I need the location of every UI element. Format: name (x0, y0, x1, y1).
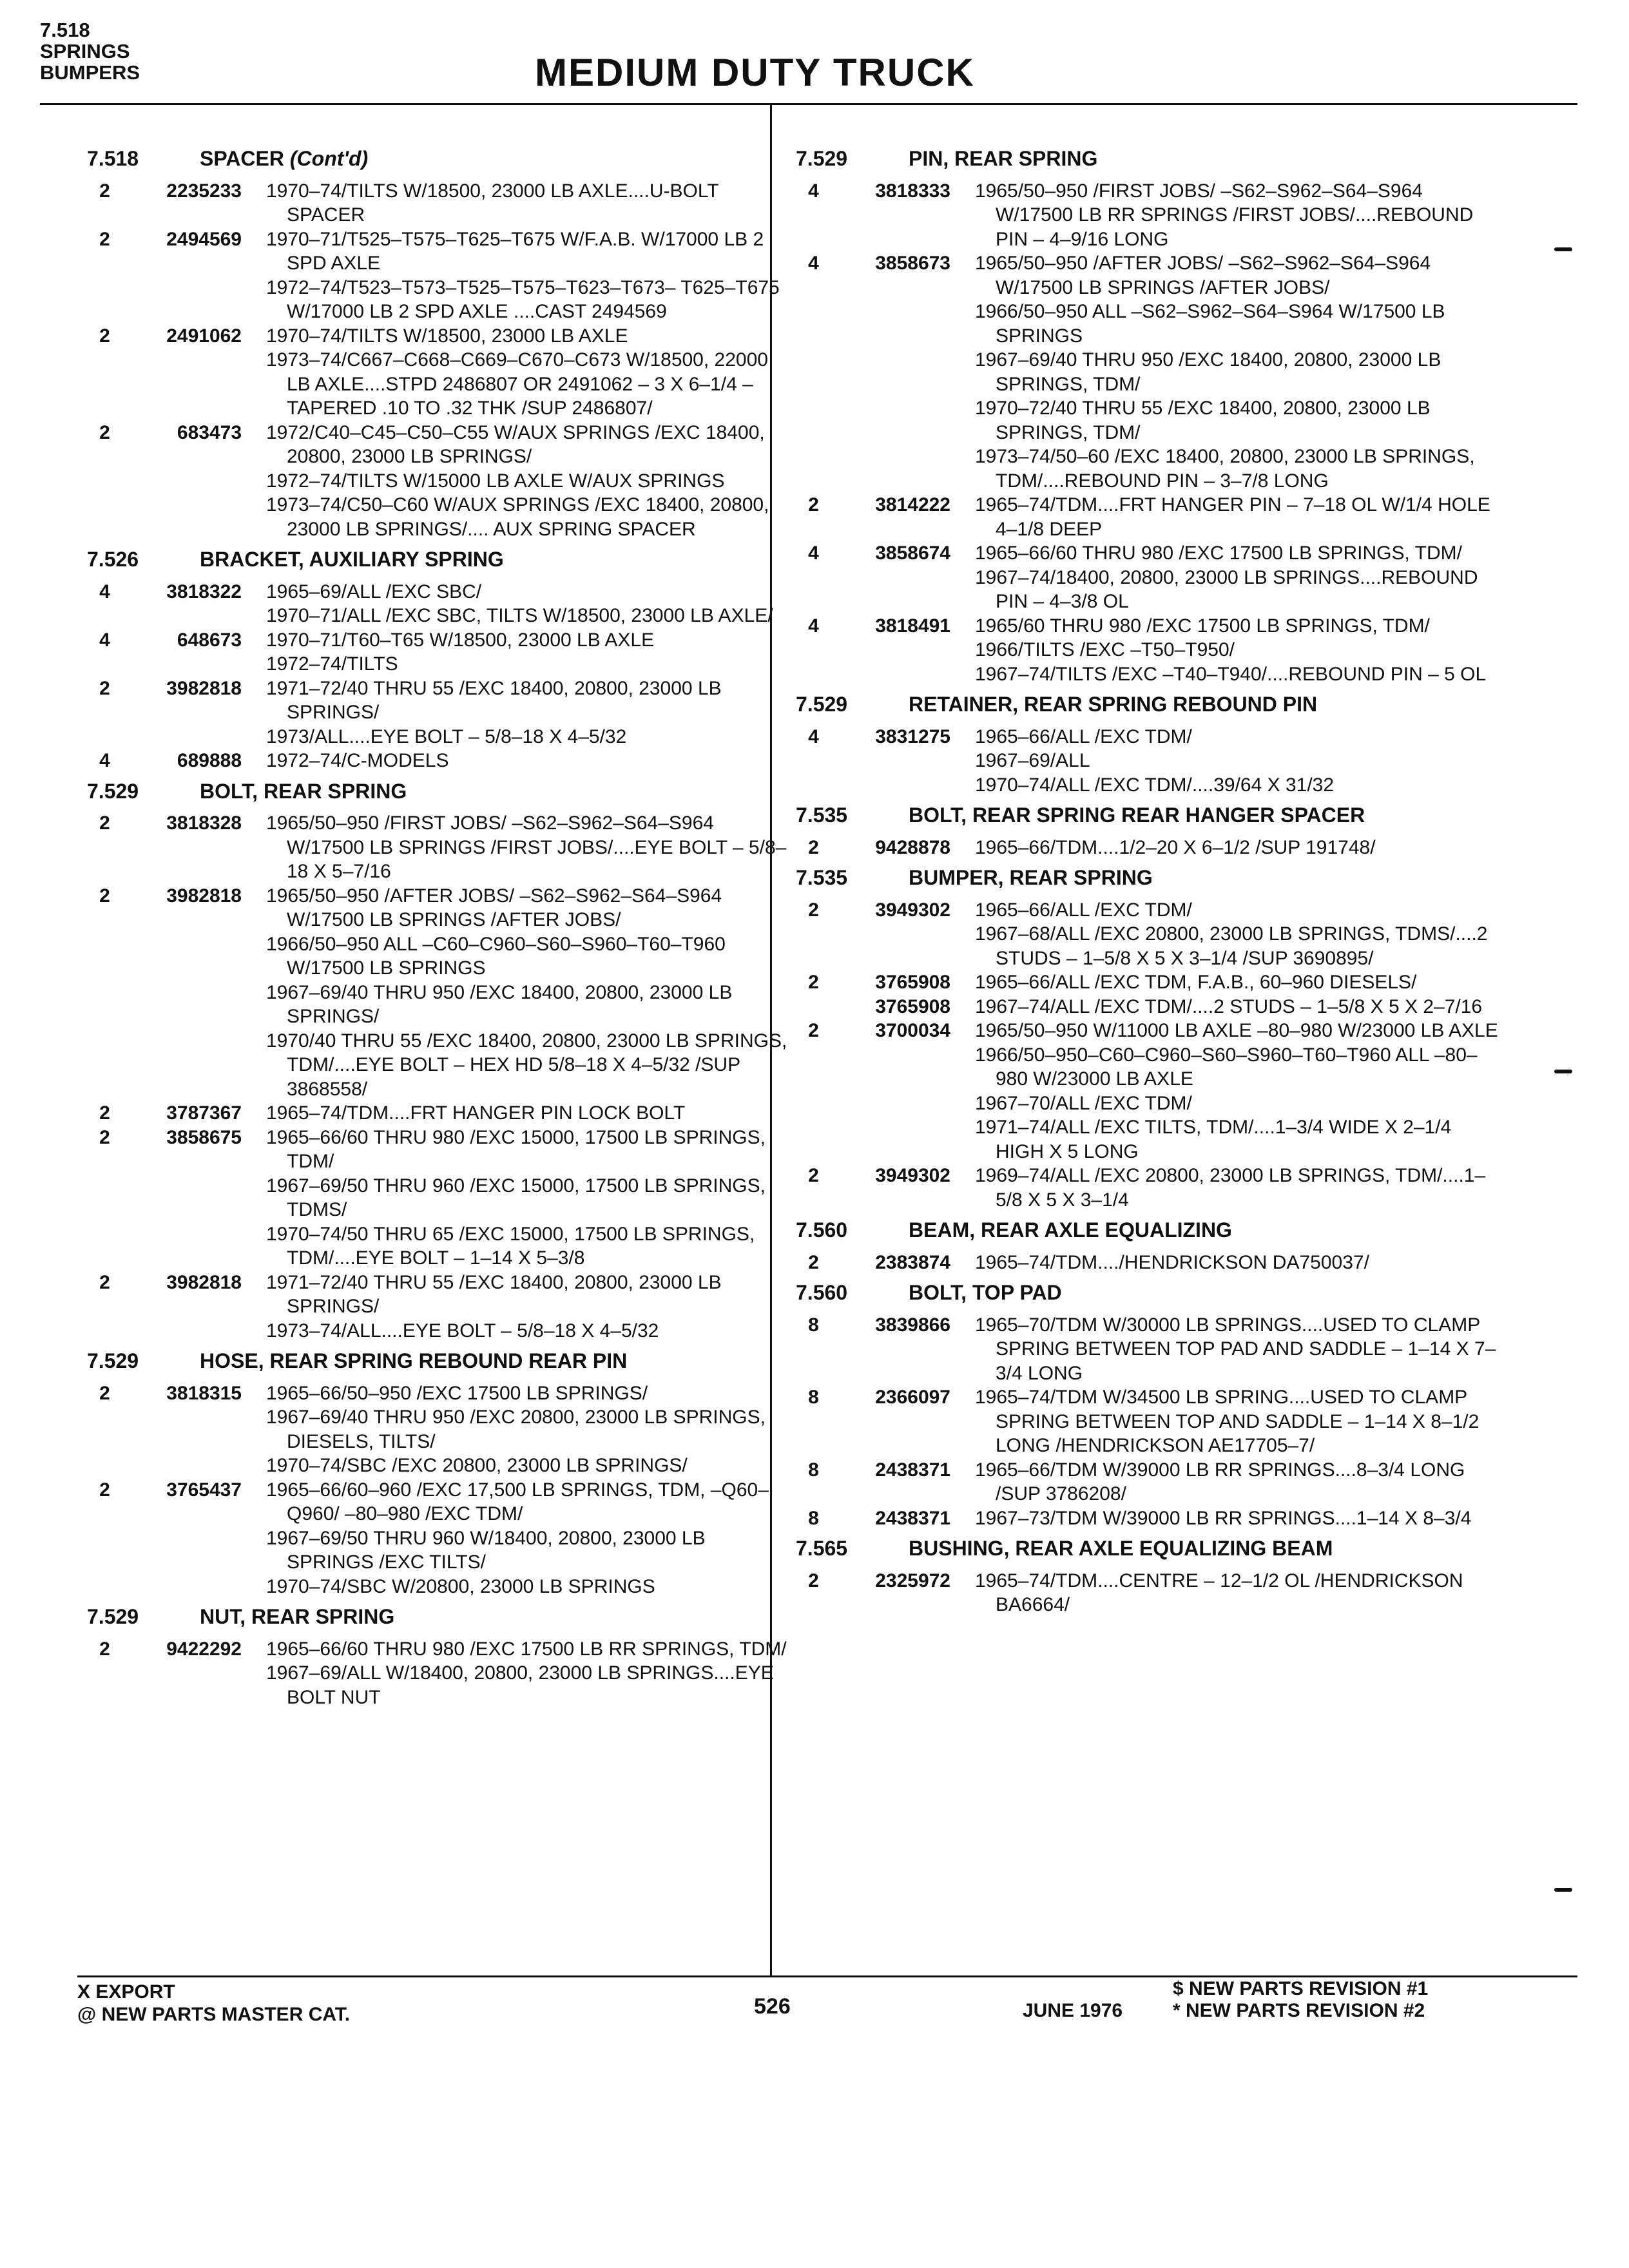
part-description: 1973–74/C667–C668–C669–C670–C673 W/18500, 22000 LB AXLE....STPD 2486807 OR 2491062 – 3 X 6–1/4 – TAPERED .10 TO .32 THK /SUP 2486807/ (266, 349, 768, 419)
part-descriptions (975, 1458, 1498, 1506)
section-title-text: BOLT, TOP PAD (909, 1281, 1062, 1304)
part-description: 1967–69/50 THRU 960 W/18400, 20800, 23000 LB SPRINGS /EXC TILTS/ (266, 1527, 706, 1573)
part-number: 3765908 (875, 995, 950, 1017)
part-number: 3814222 (875, 494, 950, 515)
part-quantity: 4 (808, 543, 819, 564)
part-description: 1967–68/ALL /EXC 20800, 23000 LB SPRINGS, TDMS/....2 STUDS – 1–5/8 X 5 X 3–1/4 /SUP 3690895/ (975, 923, 1488, 969)
part-quantity: 2 (808, 972, 819, 993)
section-heading (87, 1349, 789, 1374)
part-number: 648673 (177, 629, 242, 651)
section-heading (87, 147, 789, 171)
part-entry (796, 1251, 1498, 1275)
part-entry (796, 1506, 1498, 1531)
part-description: 1970/40 THRU 55 /EXC 18400, 20800, 23000 LB SPRINGS, TDM/....EYE BOLT – HEX HD 5/8–18 X 4–5/32 /SUP 3868558/ (266, 1030, 787, 1100)
part-descriptions (266, 179, 789, 227)
part-quantity: 4 (99, 581, 110, 602)
part-description: 1972–74/T523–T573–T525–T575–T623–T673– T625–T675 W/17000 LB 2 SPD AXLE ....CAST 2494569 (266, 276, 780, 322)
part-number: 3818491 (875, 615, 950, 637)
part-description: 1965–66/50–950 /EXC 17500 LB SPRINGS/ (266, 1382, 648, 1404)
section-heading (796, 1281, 1498, 1305)
part-description: 1965/50–950 /AFTER JOBS/ –S62–S962–S64–S964 W/17500 LB SPRINGS /AFTER JOBS/ (266, 885, 722, 930)
part-description: 1970–74/SBC /EXC 20800, 23000 LB SPRINGS/ (266, 1455, 688, 1476)
section-title (200, 780, 407, 803)
section-number: 7.518 (87, 147, 139, 170)
part-entry (87, 179, 789, 227)
part-entry (87, 811, 789, 884)
part-description: 1965–74/TDM..../HENDRICKSON DA750037/ (975, 1251, 1369, 1273)
header-section-code: 7.518 (40, 19, 90, 41)
section-title-text: BUMPER, REAR SPRING (909, 866, 1153, 889)
part-number: 689888 (177, 750, 242, 771)
part-quantity: 4 (99, 750, 110, 771)
section-title-text: SPACER (200, 147, 284, 170)
part-quantity: 4 (99, 629, 110, 651)
part-descriptions (975, 1164, 1498, 1212)
section-heading (796, 866, 1498, 890)
part-descriptions (266, 1381, 789, 1478)
part-description: 1970–74/TILTS W/18500, 23000 LB AXLE (266, 325, 628, 347)
part-quantity: 2 (99, 1271, 110, 1293)
part-description: 1965–66/TDM W/39000 LB RR SPRINGS....8–3/4 LONG /SUP 3786208/ (975, 1459, 1465, 1504)
part-description: 1970–74/TILTS W/18500, 23000 LB AXLE....U-BOLT SPACER (266, 180, 719, 226)
part-description: 1973–74/50–60 /EXC 18400, 20800, 23000 LB SPRINGS, TDM/....REBOUND PIN – 3–7/8 LONG (975, 446, 1475, 492)
part-quantity: 8 (808, 1507, 819, 1529)
section-number: 7.565 (796, 1537, 848, 1560)
section-title-text: BOLT, REAR SPRING (200, 779, 407, 803)
section-number: 7.526 (87, 548, 139, 571)
section-heading (87, 780, 789, 804)
part-description: 1966/TILTS /EXC –T50–T950/ (975, 639, 1235, 660)
margin-mark (1554, 1888, 1572, 1892)
part-descriptions (975, 1251, 1498, 1275)
part-number: 3818328 (166, 812, 242, 834)
part-descriptions (975, 1313, 1498, 1386)
section-number: 7.535 (796, 803, 848, 827)
part-descriptions (975, 995, 1498, 1019)
part-entry (796, 970, 1498, 995)
part-number: 3818322 (166, 581, 242, 602)
part-number: 3949302 (875, 1165, 950, 1186)
part-description: 1973/ALL....EYE BOLT – 5/8–18 X 4–5/32 (266, 726, 627, 747)
part-entry (796, 836, 1498, 860)
part-description: 1970–71/ALL /EXC SBC, TILTS W/18500, 23000 LB AXLE/ (266, 605, 773, 626)
footer-date: JUNE 1976 (1023, 2000, 1123, 2021)
part-description: 1966/50–950 ALL –C60–C960–S60–S960–T60–T960 W/17500 LB SPRINGS (266, 933, 726, 979)
section-title (909, 1537, 1333, 1560)
section-heading (796, 1218, 1498, 1243)
part-entry (796, 1385, 1498, 1458)
part-description: 1967–70/ALL /EXC TDM/ (975, 1092, 1192, 1114)
part-descriptions (266, 1126, 789, 1271)
part-quantity: 2 (99, 1126, 110, 1148)
part-number: 2491062 (166, 325, 242, 347)
part-quantity: 2 (99, 1102, 110, 1124)
section-title (909, 1281, 1062, 1304)
part-entry (796, 614, 1498, 687)
footer-export-note: X EXPORT (77, 1981, 175, 2003)
part-description: 1973–74/C50–C60 W/AUX SPRINGS /EXC 18400, 20800, 23000 LB SPRINGS/.... AUX SPRING SPACER (266, 494, 769, 540)
part-number: 2438371 (875, 1507, 950, 1529)
section-heading (796, 147, 1498, 171)
part-entry (87, 628, 789, 677)
part-descriptions (975, 1506, 1498, 1531)
part-number: 9428878 (875, 836, 950, 858)
part-descriptions (975, 179, 1498, 252)
section-heading (796, 803, 1498, 828)
part-quantity: 2 (99, 325, 110, 347)
part-description: 1965–66/ALL /EXC TDM, F.A.B., 60–960 DIESELS/ (975, 972, 1417, 993)
part-number: 9422292 (166, 1638, 242, 1660)
part-description: 1965/50–950 /AFTER JOBS/ –S62–S962–S64–S964 W/17500 LB SPRINGS /AFTER JOBS/ (975, 253, 1431, 298)
part-entry (796, 179, 1498, 252)
section-title-text: BOLT, REAR SPRING REAR HANGER SPACER (909, 803, 1365, 827)
part-description: 1967–69/40 THRU 950 /EXC 18400, 20800, 23000 LB SPRINGS, TDM/ (975, 349, 1441, 395)
part-quantity: 2 (808, 1251, 819, 1273)
part-descriptions (266, 227, 789, 324)
right-column (796, 147, 1498, 1617)
part-entry (796, 1569, 1498, 1617)
part-description: 1965/50–950 /FIRST JOBS/ –S62–S962–S64–S964 W/17500 LB SPRINGS /FIRST JOBS/....EYE BOLT – 5/8–18 X 5–7/16 (266, 812, 787, 882)
section-title (909, 803, 1365, 827)
part-description: 1967–74/ALL /EXC TDM/....2 STUDS – 1–5/8 X 5 X 2–7/16 (975, 995, 1483, 1017)
part-entry (87, 1101, 789, 1126)
part-description: 1965–66/60 THRU 980 /EXC 15000, 17500 LB SPRINGS, TDM/ (266, 1126, 766, 1172)
section-title (909, 1218, 1232, 1242)
part-quantity: 2 (99, 1479, 110, 1501)
part-description: 1965–74/TDM....FRT HANGER PIN LOCK BOLT (266, 1102, 686, 1124)
part-number: 2494569 (166, 228, 242, 250)
header-section-block (40, 19, 140, 83)
part-description: 1971–72/40 THRU 55 /EXC 18400, 20800, 23000 LB SPRINGS/ (266, 1271, 722, 1317)
part-descriptions (266, 1478, 789, 1599)
part-number: 2235233 (166, 180, 242, 202)
part-descriptions (266, 884, 789, 1102)
section-title (909, 866, 1153, 889)
part-description: 1967–69/ALL (975, 750, 1090, 771)
part-number: 3765437 (166, 1479, 242, 1501)
part-number: 2438371 (875, 1459, 950, 1481)
part-number: 3858673 (875, 253, 950, 274)
footer-revision-2: * NEW PARTS REVISION #2 (1173, 2000, 1425, 2021)
part-number: 3982818 (166, 885, 242, 907)
footer-revision-1: $ NEW PARTS REVISION #1 (1173, 1978, 1429, 1999)
header-line-springs: SPRINGS (40, 40, 130, 62)
part-descriptions (266, 811, 789, 884)
section-heading (87, 1605, 789, 1629)
section-number: 7.560 (796, 1218, 848, 1242)
part-entry (796, 1019, 1498, 1164)
part-number: 3818315 (166, 1382, 242, 1404)
left-column (87, 147, 789, 1709)
part-descriptions (975, 970, 1498, 995)
part-entry (87, 1271, 789, 1343)
part-entry (796, 251, 1498, 493)
part-descriptions (975, 251, 1498, 493)
part-description: 1965–74/TDM....CENTRE – 12–1/2 OL /HENDRICKSON BA6664/ (975, 1570, 1463, 1615)
part-descriptions (266, 421, 789, 542)
part-description: 1966/50–950–C60–C960–S60–S960–T60–T960 ALL –80–980 W/23000 LB AXLE (975, 1044, 1478, 1090)
part-quantity: 4 (808, 615, 819, 637)
section-heading (87, 548, 789, 572)
part-entry (796, 898, 1498, 971)
part-description: 1971–72/40 THRU 55 /EXC 18400, 20800, 23000 LB SPRINGS/ (266, 677, 722, 723)
part-descriptions (266, 1271, 789, 1343)
part-number: 3982818 (166, 1271, 242, 1293)
part-description: 1967–74/TILTS /EXC –T40–T940/....REBOUND PIN – 5 OL (975, 663, 1487, 685)
part-number: 3818333 (875, 180, 950, 202)
part-description: 1969–74/ALL /EXC 20800, 23000 LB SPRINGS, TDM/....1–5/8 X 5 X 3–1/4 (975, 1165, 1486, 1211)
part-description: 1967–69/40 THRU 950 /EXC 20800, 23000 LB SPRINGS, DIESELS, TILTS/ (266, 1407, 766, 1452)
part-quantity: 2 (99, 180, 110, 202)
section-number: 7.529 (87, 1605, 139, 1628)
page-title: MEDIUM DUTY TRUCK (535, 51, 975, 94)
part-entry (87, 1381, 789, 1478)
part-quantity: 2 (808, 899, 819, 921)
part-description: 1970–71/T525–T575–T625–T675 W/F.A.B. W/17000 LB 2 SPD AXLE (266, 228, 764, 274)
part-quantity: 2 (99, 885, 110, 907)
header-divider (40, 103, 1577, 105)
section-number: 7.529 (87, 779, 139, 803)
section-title-text: BRACKET, AUXILIARY SPRING (200, 548, 504, 571)
part-quantity: 4 (808, 180, 819, 202)
part-number: 3831275 (875, 726, 950, 747)
part-descriptions (266, 324, 789, 421)
part-quantity: 2 (99, 812, 110, 834)
part-entry (796, 1164, 1498, 1212)
part-number: 3787367 (166, 1102, 242, 1124)
part-entry (796, 493, 1498, 541)
section-number: 7.560 (796, 1281, 848, 1304)
section-title-suffix: (Cont'd) (289, 147, 369, 170)
part-descriptions (975, 493, 1498, 541)
part-description: 1972–74/C-MODELS (266, 750, 449, 771)
part-description: 1973–74/ALL....EYE BOLT – 5/8–18 X 4–5/32 (266, 1320, 659, 1341)
section-number: 7.529 (87, 1349, 139, 1372)
part-description: 1970–71/T60–T65 W/18500, 23000 LB AXLE (266, 629, 655, 651)
part-quantity: 2 (99, 1382, 110, 1404)
part-number: 3982818 (166, 677, 242, 699)
part-description: 1965/50–950 W/11000 LB AXLE –80–980 W/23000 LB AXLE (975, 1020, 1498, 1041)
part-quantity: 8 (808, 1459, 819, 1481)
part-descriptions (266, 1101, 789, 1126)
section-heading (796, 1537, 1498, 1561)
part-quantity: 2 (808, 494, 819, 515)
part-description: 1972/C40–C45–C50–C55 W/AUX SPRINGS /EXC 18400, 20800, 23000 LB SPRINGS/ (266, 421, 765, 467)
part-entry (87, 580, 789, 628)
section-title-text: BUSHING, REAR AXLE EQUALIZING BEAM (909, 1537, 1333, 1560)
part-entry (87, 884, 789, 1102)
part-description: 1972–74/TILTS W/15000 LB AXLE W/AUX SPRINGS (266, 470, 725, 492)
section-title (200, 1349, 627, 1372)
part-number: 2325972 (875, 1570, 950, 1591)
part-entry (796, 1458, 1498, 1506)
footer-master-note: @ NEW PARTS MASTER CAT. (77, 2004, 351, 2025)
part-quantity: 8 (808, 1387, 819, 1408)
part-description: 1965–66/ALL /EXC TDM/ (975, 899, 1192, 921)
part-entry (796, 1313, 1498, 1386)
part-description: 1965–66/60 THRU 980 /EXC 17500 LB RR SPRINGS, TDM/ (266, 1638, 787, 1660)
part-description: 1965–74/TDM W/34500 LB SPRING....USED TO CLAMP SPRING BETWEEN TOP AND SADDLE – 1–14 X 8–1/2 LONG /HENDRICKSON AE17705–7/ (975, 1387, 1480, 1456)
part-description: 1972–74/TILTS (266, 653, 398, 675)
part-number: 2383874 (875, 1251, 950, 1273)
part-description: 1967–74/18400, 20800, 23000 LB SPRINGS....REBOUND PIN – 4–3/8 OL (975, 566, 1478, 612)
part-description: 1967–69/ALL W/18400, 20800, 23000 LB SPRINGS....EYE BOLT NUT (266, 1662, 774, 1708)
part-entry (87, 1637, 789, 1710)
part-number: 2366097 (875, 1387, 950, 1408)
part-entry (87, 421, 789, 542)
part-descriptions (266, 749, 789, 773)
footer-divider (77, 1975, 1577, 1977)
part-entry (87, 324, 789, 421)
part-descriptions (266, 628, 789, 677)
part-description: 1965–69/ALL /EXC SBC/ (266, 581, 482, 602)
section-title (909, 693, 1317, 716)
part-descriptions (266, 580, 789, 628)
page-number: 526 (754, 1994, 791, 2019)
part-entry (796, 541, 1498, 614)
part-entry (87, 677, 789, 749)
part-description: 1965–70/TDM W/30000 LB SPRINGS....USED TO CLAMP SPRING BETWEEN TOP PAD AND SADDLE – 1–14 X 7–3/4 LONG (975, 1314, 1496, 1384)
part-entry (87, 749, 789, 773)
part-description: 1970–74/SBC W/20800, 23000 LB SPRINGS (266, 1575, 655, 1597)
section-title-text: HOSE, REAR SPRING REBOUND REAR PIN (200, 1349, 628, 1372)
section-title-text: PIN, REAR SPRING (909, 147, 1098, 170)
part-description: 1965–66/ALL /EXC TDM/ (975, 726, 1192, 747)
section-number: 7.535 (796, 866, 848, 889)
part-entry (87, 1126, 789, 1271)
part-entry (796, 725, 1498, 798)
part-description: 1965/50–950 /FIRST JOBS/ –S62–S962–S64–S964 W/17500 LB RR SPRINGS /FIRST JOBS/....REBOUND PIN – 4–9/16 LONG (975, 180, 1474, 250)
header-line-bumpers: BUMPERS (40, 61, 140, 84)
part-descriptions (975, 541, 1498, 614)
part-quantity: 2 (808, 1020, 819, 1041)
section-title-text: BEAM, REAR AXLE EQUALIZING (909, 1218, 1232, 1242)
part-quantity: 2 (99, 1638, 110, 1660)
section-title-text: RETAINER, REAR SPRING REBOUND PIN (909, 693, 1318, 716)
part-descriptions (266, 1637, 789, 1710)
section-title (200, 1605, 394, 1628)
part-descriptions (975, 1385, 1498, 1458)
part-number: 3858675 (166, 1126, 242, 1148)
part-quantity (796, 995, 831, 1019)
part-description: 1965–66/TDM....1/2–20 X 6–1/2 /SUP 191748/ (975, 836, 1376, 858)
margin-mark (1554, 1070, 1572, 1073)
part-description: 1970–72/40 THRU 55 /EXC 18400, 20800, 23000 LB SPRINGS, TDM/ (975, 398, 1431, 443)
part-description: 1970–74/50 THRU 65 /EXC 15000, 17500 LB SPRINGS, TDM/....EYE BOLT – 1–14 X 5–3/8 (266, 1223, 755, 1269)
part-number: 3949302 (875, 899, 950, 921)
part-number: 3765908 (875, 972, 950, 993)
part-description: 1965/60 THRU 980 /EXC 17500 LB SPRINGS, TDM/ (975, 615, 1430, 637)
section-number: 7.529 (796, 147, 848, 170)
part-descriptions (266, 677, 789, 749)
part-entry (796, 995, 1498, 1019)
part-quantity: 2 (99, 677, 110, 699)
part-description: 1967–69/50 THRU 960 /EXC 15000, 17500 LB SPRINGS, TDMS/ (266, 1175, 766, 1220)
part-entry (87, 1478, 789, 1599)
part-descriptions (975, 898, 1498, 971)
part-number: 3700034 (875, 1020, 950, 1041)
section-title (200, 548, 504, 571)
part-quantity: 2 (808, 1570, 819, 1591)
part-description: 1966/50–950 ALL –S62–S962–S64–S964 W/17500 LB SPRINGS (975, 301, 1445, 347)
margin-mark (1554, 247, 1572, 251)
part-number: 3839866 (875, 1314, 950, 1336)
part-quantity: 2 (808, 836, 819, 858)
part-descriptions (975, 836, 1498, 860)
part-quantity: 4 (808, 253, 819, 274)
section-heading (796, 693, 1498, 717)
part-descriptions (975, 1569, 1498, 1617)
section-number: 7.529 (796, 693, 848, 716)
part-quantity: 2 (99, 228, 110, 250)
part-quantity: 2 (808, 1165, 819, 1186)
part-description: 1965–66/60–960 /EXC 17,500 LB SPRINGS, TDM, –Q60–Q960/ –80–980 /EXC TDM/ (266, 1479, 769, 1524)
part-description: 1967–69/40 THRU 950 /EXC 18400, 20800, 23000 LB SPRINGS/ (266, 981, 733, 1027)
part-quantity: 2 (99, 421, 110, 443)
part-description: 1970–74/ALL /EXC TDM/....39/64 X 31/32 (975, 774, 1335, 796)
section-title (909, 147, 1097, 170)
part-entry (87, 227, 789, 324)
part-description: 1965–74/TDM....FRT HANGER PIN – 7–18 OL W/1/4 HOLE 4–1/8 DEEP (975, 494, 1490, 540)
part-description: 1967–73/TDM W/39000 LB RR SPRINGS....1–14 X 8–3/4 (975, 1507, 1472, 1529)
part-number: 3858674 (875, 543, 950, 564)
part-descriptions (975, 614, 1498, 687)
section-title-text: NUT, REAR SPRING (200, 1605, 395, 1628)
part-description: 1965–66/60 THRU 980 /EXC 17500 LB SPRINGS, TDM/ (975, 543, 1462, 564)
part-number: 683473 (177, 421, 242, 443)
part-quantity: 8 (808, 1314, 819, 1336)
part-description: 1971–74/ALL /EXC TILTS, TDM/....1–3/4 WIDE X 2–1/4 HIGH X 5 LONG (975, 1117, 1452, 1162)
part-descriptions (975, 1019, 1498, 1164)
part-quantity: 4 (808, 726, 819, 747)
part-descriptions (975, 725, 1498, 798)
section-title (200, 147, 368, 170)
